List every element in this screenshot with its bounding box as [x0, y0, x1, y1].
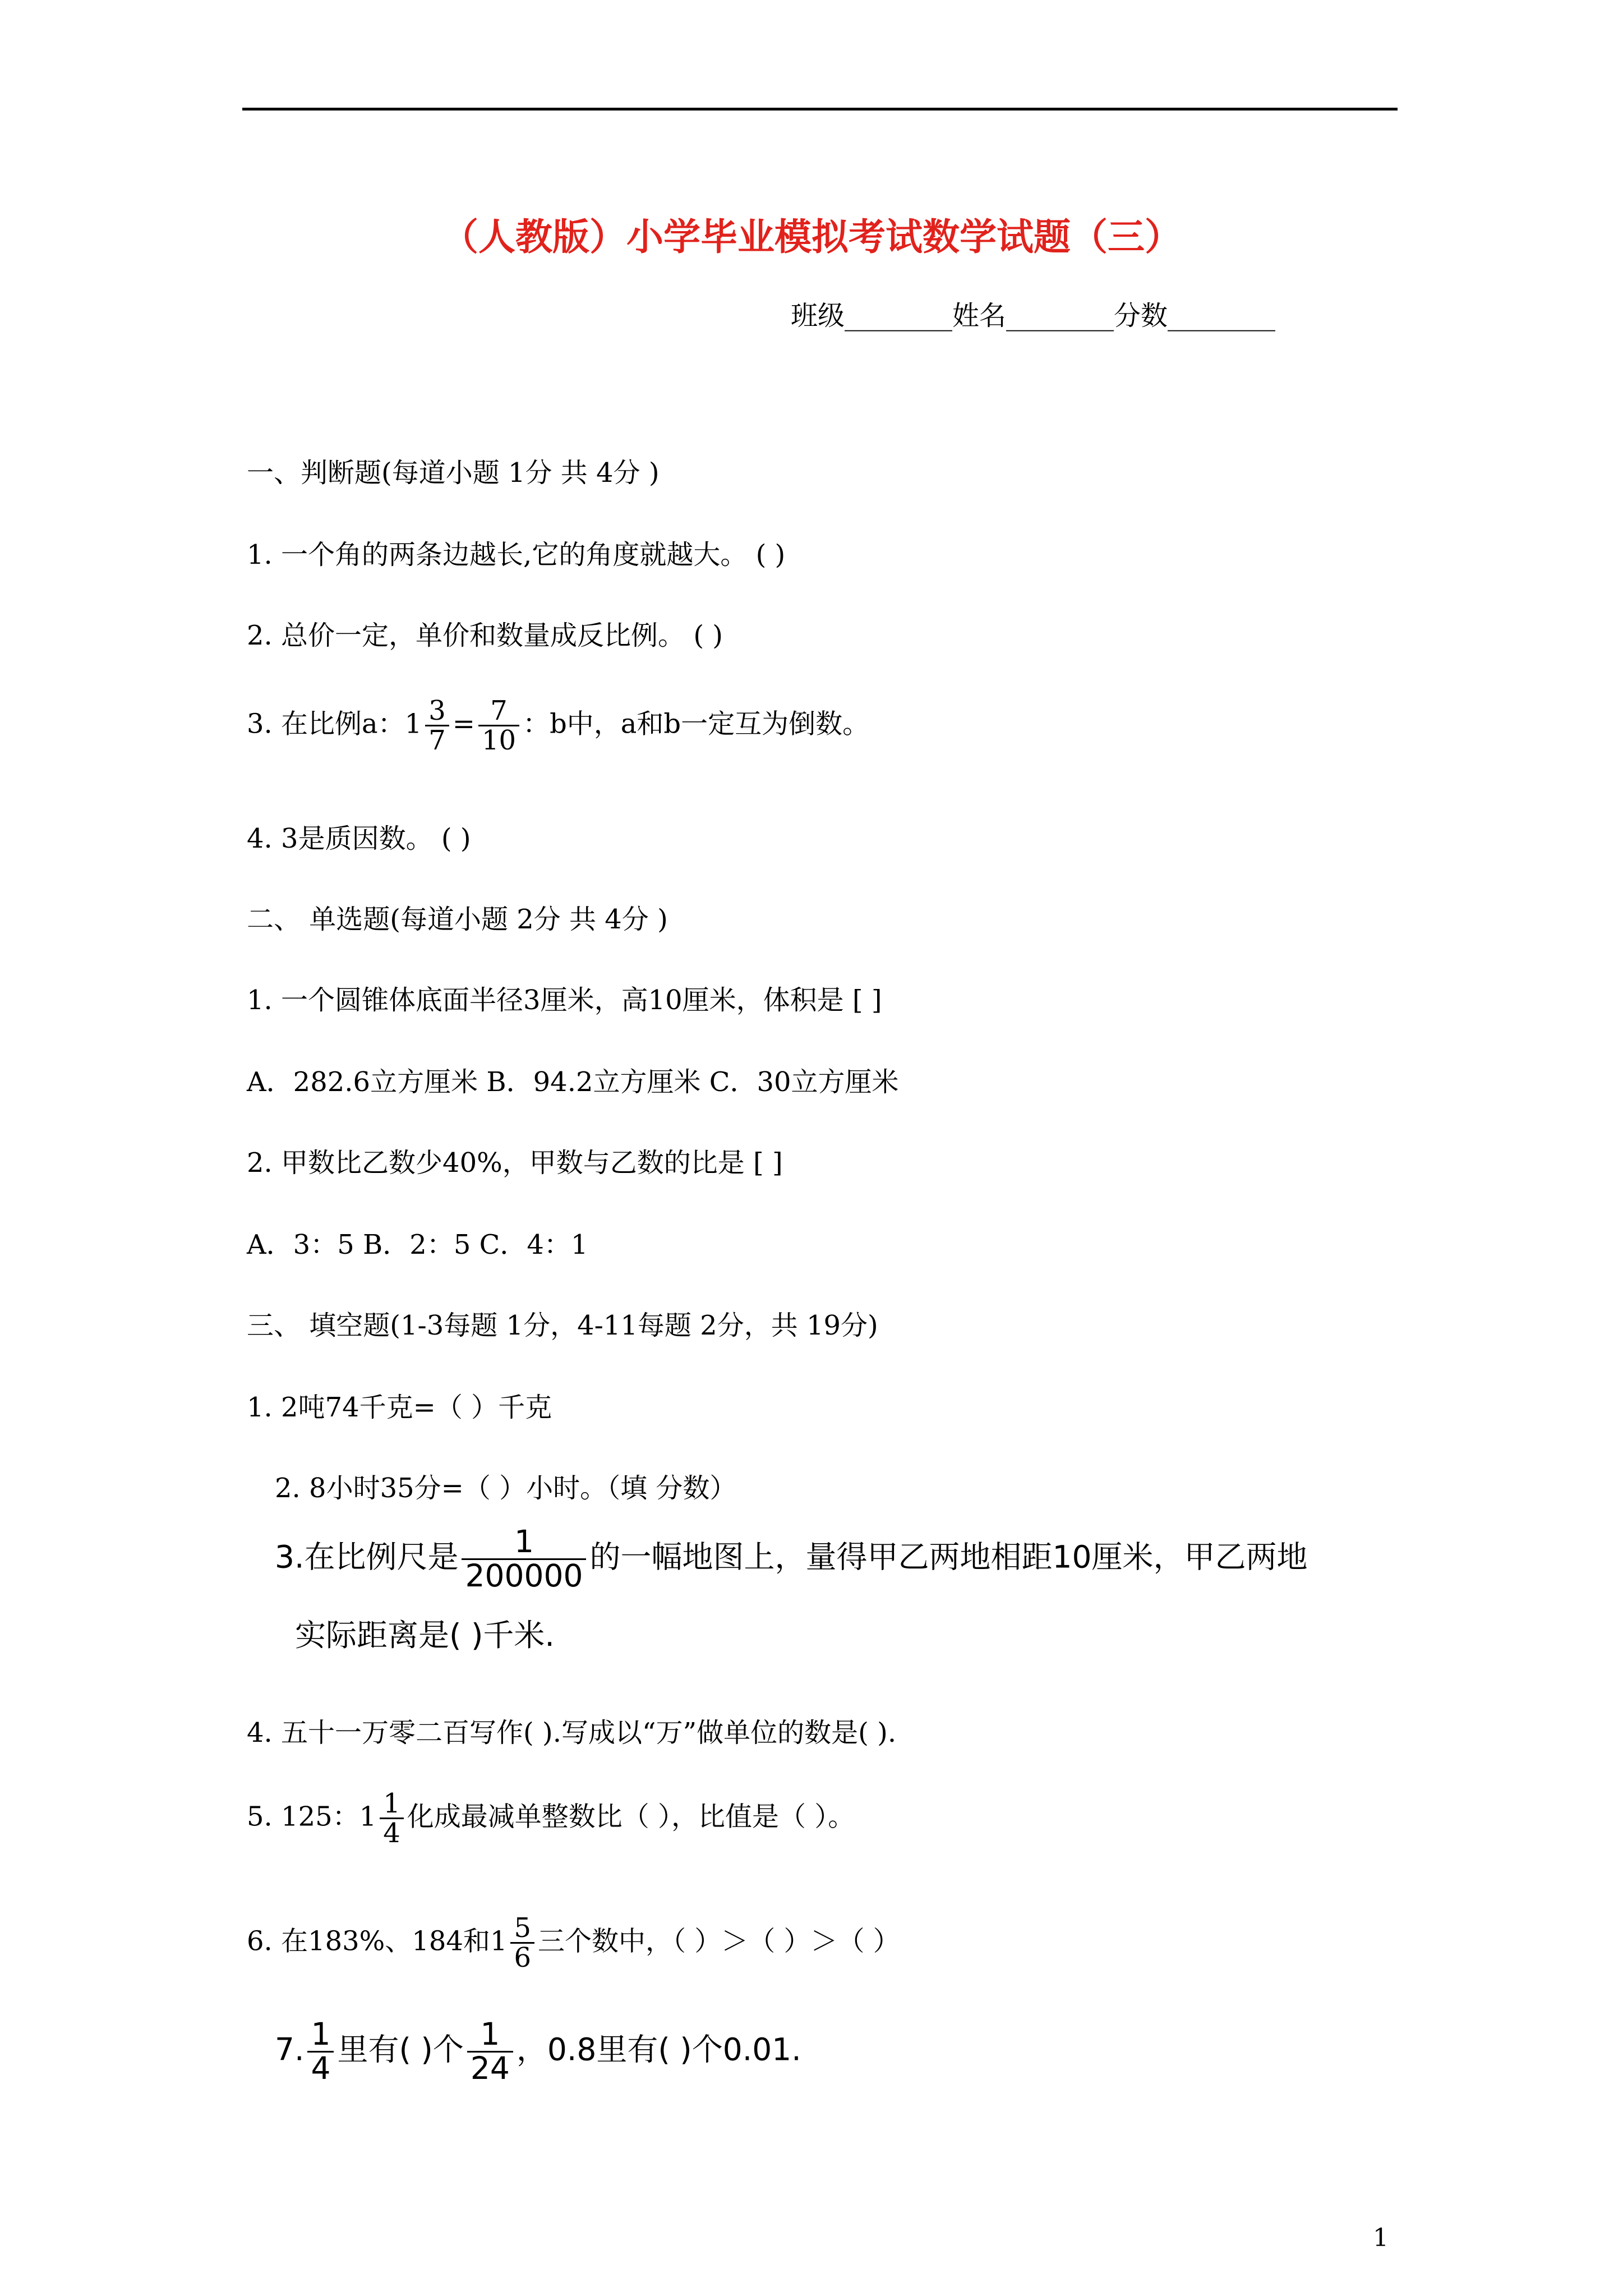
- q3-post: 的一幅地图上，量得甲乙两地相距10厘米，甲乙两地: [589, 1539, 1308, 1575]
- fraction-numerator: 7: [478, 697, 519, 726]
- equals-sign: =: [452, 708, 475, 740]
- fill-question-2: 2. 8小时35分=（ ）小时。（填 分数）: [275, 1473, 737, 1504]
- fraction: [307, 2018, 334, 2085]
- fraction-denominator: 4: [311, 2050, 331, 2086]
- q3-pre: 3. 在比例a：1: [247, 708, 422, 740]
- fraction-numerator: 1: [467, 2018, 513, 2053]
- fraction-numerator: 1: [380, 1789, 404, 1819]
- fraction: [425, 697, 449, 755]
- judge-question-2: 2. 总价一定，单价和数量成反比例。 ( ): [247, 620, 723, 651]
- fraction-denominator: 6: [514, 1942, 531, 1974]
- fraction-numerator: 3: [425, 697, 449, 726]
- q5-post: 化成最减单整数比（ ），比值是（ ）。: [407, 1801, 855, 1833]
- fill-question-7: [275, 2018, 801, 2085]
- fill-question-4: 4. 五十一万零二百写作( ).写成以“万”做单位的数是( ).: [247, 1717, 897, 1749]
- fraction-denominator: 200000: [465, 1557, 583, 1594]
- fill-question-1: 1. 2吨74千克=（ ）千克: [247, 1392, 552, 1423]
- fraction-numerator: 1: [462, 1526, 586, 1560]
- fraction: [380, 1789, 404, 1848]
- fill-question-3: [275, 1526, 1307, 1593]
- fraction-denominator: 4: [383, 1818, 400, 1849]
- choice-question-1: 1. 一个圆锥体底面半径3厘米，高10厘米，体积是 [ ]: [247, 984, 882, 1016]
- fill-question-3-line2: 实际距离是( )千米.: [295, 1617, 555, 1653]
- judge-question-1: 1. 一个角的两条边越长,它的角度就越大。 ( ): [247, 539, 786, 570]
- page-title: （人教版）小学毕业模拟考试数学试题（三）: [441, 215, 1182, 259]
- page-number: 1: [1373, 2224, 1389, 2252]
- q6-post: 三个数中，（ ）＞（ ）＞（ ）: [538, 1925, 900, 1957]
- fraction: [510, 1914, 534, 1972]
- q6-pre: 6. 在183%、184和1: [247, 1925, 508, 1957]
- fill-question-6: [247, 1914, 900, 1972]
- judge-question-4: 4. 3是质因数。 ( ): [247, 823, 471, 854]
- fraction: [467, 2018, 513, 2085]
- fraction-numerator: 5: [510, 1914, 534, 1944]
- section-heading-fill: 三、 填空题(1-3每题 1分，4-11每题 2分，共 19分): [247, 1310, 878, 1341]
- student-info-line: 班级________姓名________分数________: [791, 300, 1276, 332]
- fraction-denominator: 10: [481, 725, 517, 757]
- fraction-numerator: 1: [307, 2018, 334, 2053]
- judge-question-3: [247, 697, 869, 755]
- scale-fraction: [462, 1526, 586, 1593]
- top-rule: [242, 108, 1398, 111]
- choice-question-2: 2. 甲数比乙数少40%，甲数与乙数的比是 [ ]: [247, 1147, 783, 1179]
- fraction: [478, 697, 519, 755]
- section-heading-choice: 二、 单选题(每道小题 2分 共 4分 ): [247, 904, 668, 935]
- choice-question-1-options: A．282.6立方厘米 B．94.2立方厘米 C．30立方厘米: [247, 1066, 899, 1098]
- q5-pre: 5. 125：1: [247, 1801, 377, 1833]
- q7-mid: 里有( )个: [337, 2031, 464, 2068]
- section-heading-judge: 一、判断题(每道小题 1分 共 4分 ): [247, 457, 660, 489]
- q3-pre: 3.在比例尺是: [275, 1539, 459, 1575]
- q3-post: ：b中，a和b一定互为倒数。: [523, 708, 870, 740]
- fraction-denominator: 7: [428, 725, 446, 757]
- choice-question-2-options: A．3：5 B．2：5 C．4：1: [247, 1229, 588, 1260]
- fill-question-5: [247, 1789, 855, 1848]
- q7-pre: 7.: [275, 2031, 305, 2068]
- fraction-denominator: 24: [470, 2050, 510, 2086]
- q7-post: ，0.8里有( )个0.01.: [516, 2031, 801, 2068]
